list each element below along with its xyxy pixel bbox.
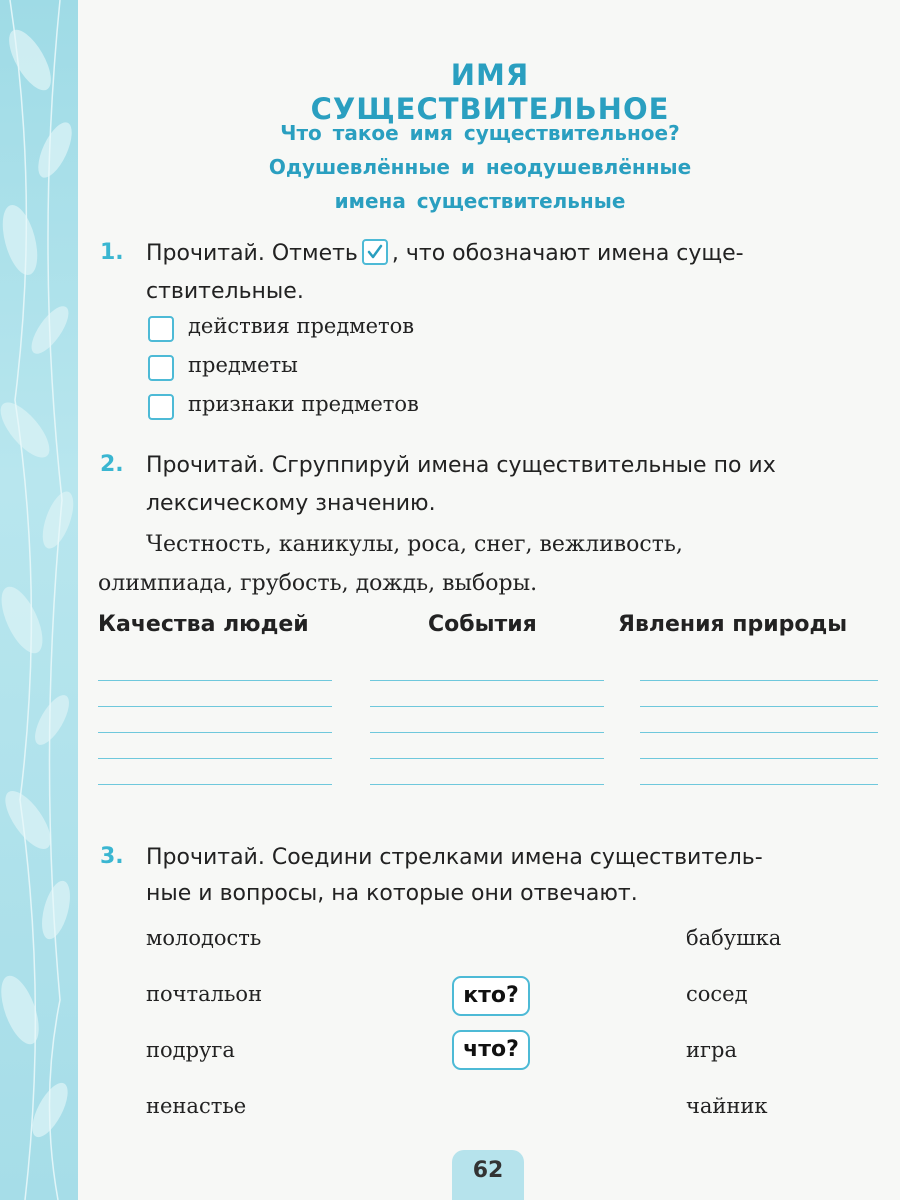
subtitle-line-1: Что такое имя существительное? xyxy=(280,121,680,145)
decorative-leaf-band xyxy=(0,0,78,1200)
column-header-nature: Явления природы xyxy=(618,612,848,637)
task-2-words-line-1: Честность, каникулы, роса, снег, вежливость, xyxy=(146,532,683,557)
answer-line[interactable] xyxy=(98,732,332,733)
right-word-4[interactable]: чайник xyxy=(686,1094,768,1118)
task-2-number: 2. xyxy=(100,452,124,477)
answer-line[interactable] xyxy=(370,680,604,681)
task-1-text-part-1: Прочитай. Отметь xyxy=(146,241,358,266)
task-1-text-part-2: , что обозначают имена суще- xyxy=(391,241,744,266)
left-word-1[interactable]: молодость xyxy=(146,926,262,950)
subtitle-line-2: Одушевлённые и неодушевлённые xyxy=(268,155,692,179)
answer-line[interactable] xyxy=(640,758,878,759)
right-word-3[interactable]: игра xyxy=(686,1038,737,1062)
answer-line[interactable] xyxy=(98,784,332,785)
answer-line[interactable] xyxy=(370,784,604,785)
task-2-text-line-1: Прочитай. Сгруппируй имена существительные по их xyxy=(146,453,776,478)
check-icon xyxy=(366,243,384,261)
task-1-number: 1. xyxy=(100,240,124,265)
task-2-words-line-2: олимпиада, грубость, дождь, выборы. xyxy=(98,571,538,596)
answer-line[interactable] xyxy=(370,706,604,707)
subtitle-line-3: имена существительные xyxy=(334,189,626,213)
column-header-qualities: Качества людей xyxy=(98,612,309,637)
task-1-instruction xyxy=(146,236,886,272)
option-label-3: признаки предметов xyxy=(188,392,419,416)
answer-line[interactable] xyxy=(98,758,332,759)
task-2-text-line-2: лексическому значению. xyxy=(146,491,436,516)
left-word-2[interactable]: почтальон xyxy=(146,982,263,1006)
answer-line[interactable] xyxy=(370,732,604,733)
task-3-text-line-1: Прочитай. Соедини стрелками имена существитель- xyxy=(146,845,763,870)
task-1-text-line-2: ствительные. xyxy=(146,279,304,304)
option-label-1: действия предметов xyxy=(188,314,415,338)
page-title: ИМЯ СУЩЕСТВИТЕЛЬНОЕ xyxy=(310,58,670,126)
answer-line[interactable] xyxy=(640,784,878,785)
sample-checkbox xyxy=(362,239,388,265)
page-number: 62 xyxy=(452,1150,524,1200)
right-word-1[interactable]: бабушка xyxy=(686,926,782,950)
answer-line[interactable] xyxy=(370,758,604,759)
option-checkbox-3[interactable] xyxy=(148,394,174,420)
leaf-pattern-icon xyxy=(0,0,78,1200)
answer-line[interactable] xyxy=(98,706,332,707)
question-box-who[interactable]: кто? xyxy=(452,976,530,1016)
option-checkbox-1[interactable] xyxy=(148,316,174,342)
left-word-3[interactable]: подруга xyxy=(146,1038,235,1062)
task-3-text-line-2: ные и вопросы, на которые они отвечают. xyxy=(146,881,638,906)
option-label-2: предметы xyxy=(188,353,298,377)
answer-line[interactable] xyxy=(98,680,332,681)
task-3-number: 3. xyxy=(100,844,124,869)
answer-line[interactable] xyxy=(640,732,878,733)
answer-line[interactable] xyxy=(640,680,878,681)
left-word-4[interactable]: ненастье xyxy=(146,1094,247,1118)
question-box-what[interactable]: что? xyxy=(452,1030,530,1070)
option-checkbox-2[interactable] xyxy=(148,355,174,381)
column-header-events: События xyxy=(428,612,537,637)
answer-line[interactable] xyxy=(640,706,878,707)
section-subtitle xyxy=(200,116,760,218)
right-word-2[interactable]: сосед xyxy=(686,982,748,1006)
